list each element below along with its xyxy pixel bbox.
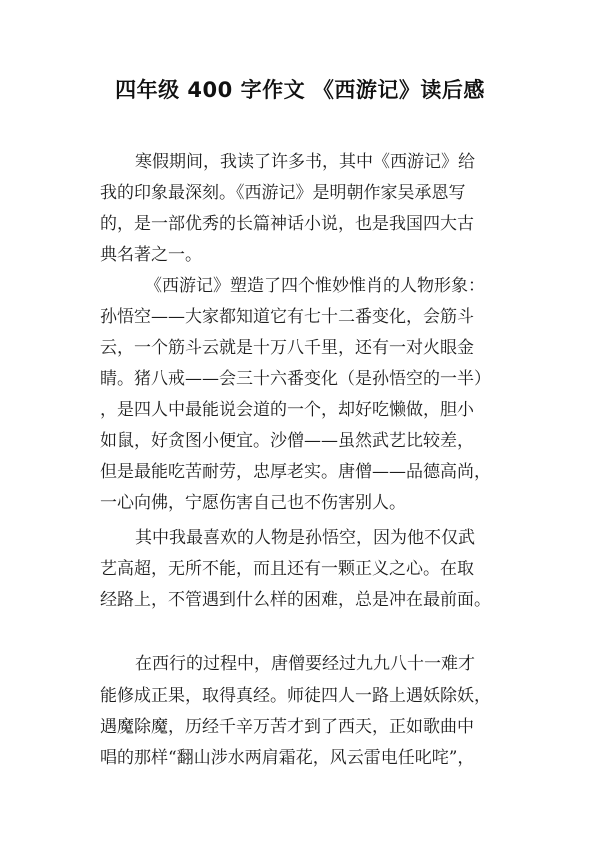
- paragraph-3-line-1: 其中我最喜欢的人物是孙悟空，因为他不仅武: [135, 528, 475, 548]
- paragraph-1-line-2: 我的印象最深刻。《西游记》是明朝作家吴承恩写: [100, 183, 466, 203]
- paragraph-3-line-2: 艺高超，无所不能，而且还有一颗正义之心。在取: [100, 559, 474, 579]
- paragraph-2-line-4: 睛。猪八戒——会三十六番变化（是孙悟空的一半）: [100, 369, 491, 389]
- paragraph-2-line-2: 孙悟空——大家都知道它有七十二番变化，会筋斗: [100, 307, 474, 327]
- paragraph-1-line-3: 的，是一部优秀的长篇神话小说，也是我国四大古: [100, 214, 474, 234]
- paragraph-1-line-1: 寒假期间，我读了许多书，其中《西游记》给: [135, 152, 475, 172]
- paragraph-2-line-5: ，是四人中最能说会道的一个，却好吃懒做，胆小: [100, 400, 474, 420]
- paragraph-2-line-1: 《西游记》塑造了四个惟妙惟肖的人物形象：: [145, 276, 485, 296]
- document-title: 四年级 400 字作文 《西游记》读后感: [115, 78, 485, 102]
- paragraph-1-line-4: 典名著之一。: [100, 245, 202, 265]
- paragraph-2-line-3: 云，一个筋斗云就是十万八千里，还有一对火眼金: [100, 338, 474, 358]
- paragraph-3-line-3: 经路上，不管遇到什么样的困难，总是冲在最前面。: [100, 590, 491, 610]
- paragraph-2-line-8: 一心向佛，宁愿伤害自己也不伤害别人。: [100, 493, 406, 513]
- paragraph-4-line-2: 能修成正果，取得真经。师徒四人一路上遇妖除妖，: [100, 686, 491, 706]
- paragraph-2-line-7: 但是最能吃苦耐劳，忠厚老实。唐僧——品德高尚，: [100, 462, 491, 482]
- paragraph-2-line-6: 如鼠，好贪图小便宜。沙僧——虽然武艺比较差，: [100, 431, 474, 451]
- paragraph-4-line-4: 唱的那样“翻山涉水两肩霜花，风云雷电任叱咤”，: [100, 748, 475, 768]
- paragraph-4-line-1: 在西行的过程中，唐僧要经过九九八十一难才: [135, 654, 475, 674]
- paragraph-4-line-3: 遇魔除魔，历经千辛万苦才到了西天，正如歌曲中: [100, 717, 474, 737]
